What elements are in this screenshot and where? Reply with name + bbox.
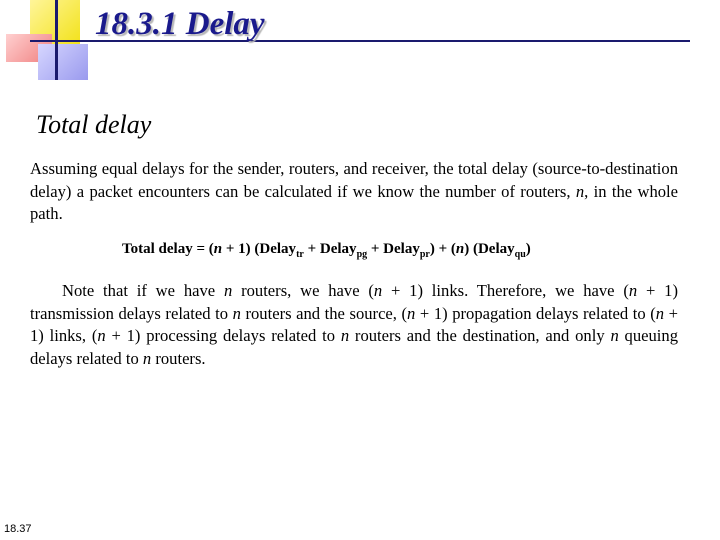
var-n: n <box>373 281 383 300</box>
formula-part: + Delay <box>367 241 420 257</box>
subscript-tr: tr <box>296 249 304 260</box>
var-n: n <box>213 241 223 257</box>
var-n: n <box>455 241 465 257</box>
var-n: n <box>340 326 350 345</box>
formula-part: ) (Delay <box>464 241 515 257</box>
text-run: Assuming equal delays for the sender, routers, and receiver, the total delay (source-to-destination delay) a packet encounters can be calculated if we know the number of routers, <box>30 159 678 201</box>
var-n: n <box>407 303 416 323</box>
formula-part: Total delay = ( <box>122 241 214 257</box>
slide-title: 18.3.1 Delay <box>95 6 265 42</box>
text-run: + 1) transmission delays related to <box>30 281 678 323</box>
slide-subtitle: Total delay <box>36 110 152 139</box>
formula-part: + 1) (Delay <box>222 241 297 257</box>
text-run: queuing delays related to <box>30 326 678 368</box>
var-n: n <box>628 281 638 300</box>
text-run: + 1) links. Therefore, we have ( <box>382 281 629 300</box>
formula-part: ) <box>525 241 531 257</box>
decor-blue-square <box>38 44 88 80</box>
intro-paragraph <box>30 158 678 226</box>
subscript-qu: qu <box>514 249 526 260</box>
text-run: + 1) processing delays related to <box>105 326 341 345</box>
subscript-pr: pr <box>419 249 430 260</box>
text-run: Note that if we have <box>62 281 224 300</box>
var-n: n <box>223 281 233 300</box>
text-run: , in the whole path. <box>30 181 679 223</box>
formula-part: ) + ( <box>429 241 456 257</box>
text-run: + 1) propagation delays related to ( <box>415 303 656 323</box>
var-n: n <box>655 303 665 323</box>
text-run: routers and the destination, and only <box>349 326 611 345</box>
subscript-pg: pg <box>356 249 368 260</box>
formula-part: + Delay <box>303 241 357 257</box>
text-run: routers. <box>151 348 206 368</box>
page-number: 18.37 <box>4 523 32 535</box>
text-run: routers and the source, ( <box>240 303 408 323</box>
var-n: n <box>610 326 619 345</box>
total-delay-formula <box>122 241 531 260</box>
var-n: n <box>142 348 152 368</box>
text-run: routers, we have ( <box>232 281 374 300</box>
note-paragraph <box>30 280 678 370</box>
text-run: + 1) links, ( <box>30 303 678 345</box>
var-n: n <box>232 303 241 323</box>
var-n: n <box>575 181 585 201</box>
var-n: n <box>97 326 106 345</box>
